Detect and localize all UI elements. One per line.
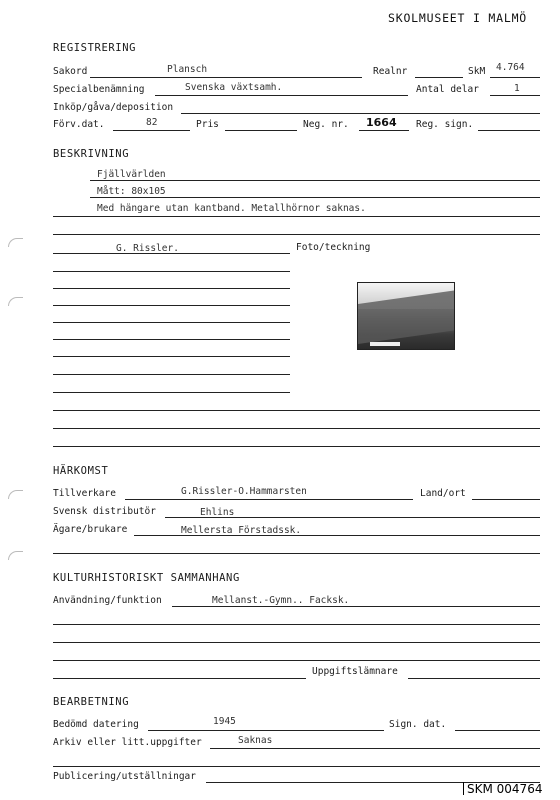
tillverkare-line bbox=[125, 499, 413, 500]
beskrivning-rule bbox=[53, 446, 540, 447]
reg-sign-label: Reg. sign. bbox=[416, 119, 474, 130]
realnr-label: Realnr bbox=[373, 66, 408, 77]
sign-dat-line bbox=[455, 730, 540, 731]
arkiv-line bbox=[210, 748, 540, 749]
anvandning-value: Mellanst.-Gymn.. Facksk. bbox=[212, 595, 350, 606]
author-line bbox=[53, 253, 290, 254]
distributor-label: Svensk distributör bbox=[53, 506, 156, 517]
museum-header: SKOLMUSEET I MALMÖ bbox=[388, 11, 528, 25]
sakord-value: Plansch bbox=[167, 64, 208, 75]
specialbenamning-value: Svenska växtsamh. bbox=[185, 82, 283, 93]
antal-delar-line bbox=[490, 95, 540, 96]
neg-nr-value: 1664 bbox=[366, 116, 397, 129]
sakord-line bbox=[90, 77, 362, 78]
forv-dat-value: 82 bbox=[146, 117, 158, 128]
footer-bar bbox=[463, 782, 464, 795]
distributor-value: Ehlins bbox=[200, 507, 235, 518]
beskrivning-rule bbox=[53, 392, 290, 393]
uppgiftslamnare-line bbox=[408, 678, 540, 679]
sakord-label: Sakord bbox=[53, 66, 88, 77]
punch-hole-mark bbox=[8, 551, 23, 560]
beskrivning-line-1: Fjällvärlden bbox=[97, 169, 166, 180]
bearbetning-rule bbox=[53, 766, 540, 767]
section-title-beskrivning: BESKRIVNING bbox=[53, 148, 130, 160]
datering-label: Bedömd datering bbox=[53, 719, 139, 730]
beskrivning-rule bbox=[53, 356, 290, 357]
beskrivning-rule bbox=[90, 180, 540, 181]
pris-label: Pris bbox=[196, 119, 219, 130]
tillverkare-label: Tillverkare bbox=[53, 488, 116, 499]
skm-value: 4.764 bbox=[496, 62, 525, 73]
beskrivning-rule bbox=[53, 216, 540, 217]
agare-brukare-value: Mellersta Förstadssk. bbox=[181, 525, 302, 536]
forv-dat-label: Förv.dat. bbox=[53, 119, 105, 130]
beskrivning-rule bbox=[53, 271, 290, 272]
skm-line bbox=[490, 77, 540, 78]
beskrivning-rule bbox=[53, 288, 290, 289]
harkomst-rule bbox=[53, 553, 540, 554]
catalog-code-text: SKM 004764 bbox=[467, 782, 543, 796]
pris-line bbox=[225, 130, 297, 131]
sign-dat-label: Sign. dat. bbox=[389, 719, 447, 730]
beskrivning-rule bbox=[53, 410, 540, 411]
punch-hole-mark bbox=[8, 238, 23, 247]
punch-hole-mark bbox=[8, 490, 23, 499]
land-ort-label: Land/ort bbox=[420, 488, 466, 499]
inkop-line bbox=[181, 113, 540, 114]
land-ort-line bbox=[472, 499, 540, 500]
skm-label: SkM bbox=[468, 66, 486, 77]
forv-dat-line bbox=[113, 130, 190, 131]
photo-label-strip bbox=[370, 342, 400, 346]
anvandning-line bbox=[172, 606, 540, 607]
specialbenamning-label: Specialbenämning bbox=[53, 84, 145, 95]
beskrivning-rule bbox=[53, 374, 290, 375]
beskrivning-rule bbox=[53, 322, 290, 323]
beskrivning-rule bbox=[53, 428, 540, 429]
beskrivning-rule bbox=[53, 305, 290, 306]
tillverkare-value: G.Rissler-O.Hammarsten bbox=[181, 486, 307, 497]
section-title-registrering: REGISTRERING bbox=[53, 42, 137, 54]
plansch-photo bbox=[357, 282, 455, 350]
section-title-bearbetning: BEARBETNING bbox=[53, 696, 130, 708]
kultur-rule bbox=[53, 642, 540, 643]
datering-line bbox=[148, 730, 384, 731]
beskrivning-line-2: Mått: 80x105 bbox=[97, 186, 166, 197]
catalog-code bbox=[463, 782, 542, 796]
kultur-rule bbox=[53, 678, 306, 679]
anvandning-label: Användning/funktion bbox=[53, 595, 162, 606]
uppgiftslamnare-label: Uppgiftslämnare bbox=[312, 666, 398, 677]
beskrivning-rule bbox=[53, 339, 290, 340]
kultur-rule bbox=[53, 660, 540, 661]
realnr-line bbox=[415, 77, 463, 78]
publicering-label: Publicering/utställningar bbox=[53, 771, 196, 782]
kultur-rule bbox=[53, 624, 540, 625]
section-title-harkomst: HÄRKOMST bbox=[53, 465, 109, 477]
beskrivning-line-3: Med hängare utan kantband. Metallhörnor saknas. bbox=[97, 203, 366, 214]
section-title-kulturhistoriskt: KULTURHISTORISKT SAMMANHANG bbox=[53, 572, 240, 584]
beskrivning-rule bbox=[53, 234, 540, 235]
antal-delar-label: Antal delar bbox=[416, 84, 479, 95]
arkiv-label: Arkiv eller litt.uppgifter bbox=[53, 737, 202, 748]
foto-teckning-label: Foto/teckning bbox=[296, 242, 371, 253]
beskrivning-author: G. Rissler. bbox=[116, 243, 179, 254]
specialbenamning-line bbox=[155, 95, 408, 96]
punch-hole-mark bbox=[8, 297, 23, 306]
neg-nr-label: Neg. nr. bbox=[303, 119, 349, 130]
agare-brukare-label: Ägare/brukare bbox=[53, 524, 128, 535]
arkiv-value: Saknas bbox=[238, 735, 273, 746]
beskrivning-rule bbox=[90, 197, 540, 198]
neg-nr-line bbox=[359, 130, 409, 131]
reg-sign-line bbox=[478, 130, 540, 131]
inkop-label: Inköp/gåva/deposition bbox=[53, 102, 174, 113]
datering-value: 1945 bbox=[213, 716, 236, 727]
antal-delar-value: 1 bbox=[514, 83, 520, 94]
